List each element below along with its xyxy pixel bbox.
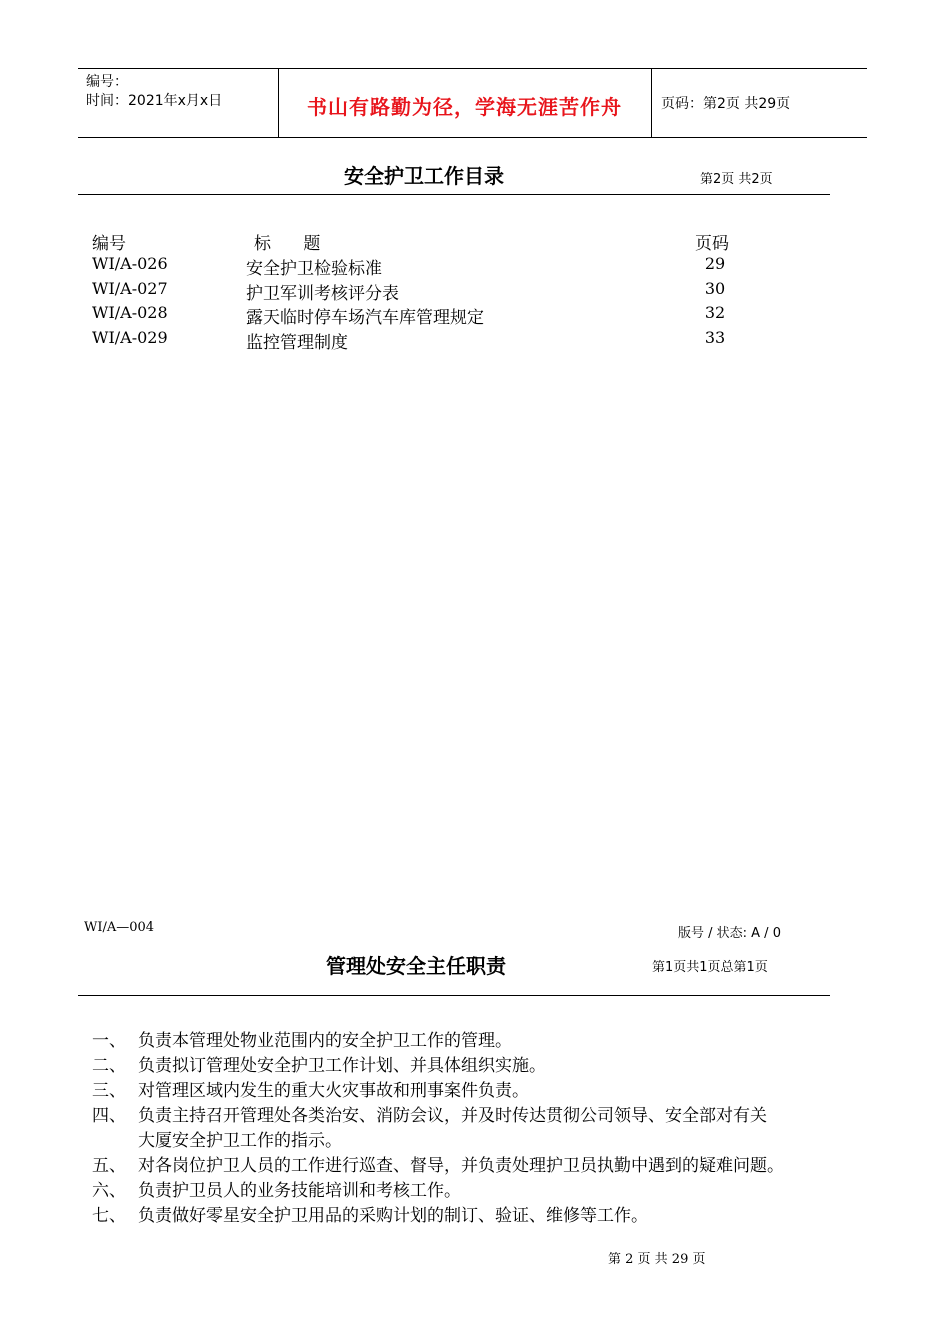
time-label: 时间：2021年x月x日 bbox=[86, 93, 223, 109]
duty-number: 二、 bbox=[92, 1056, 126, 1076]
toc-page: 29 bbox=[704, 254, 726, 273]
footer-page-number: 第 2 页 共 29 页 bbox=[608, 1252, 706, 1267]
toc-entry-title: 护卫军训考核评分表 bbox=[246, 284, 399, 304]
duty-text: 负责主持召开管理处各类治安、消防会议，并及时传达贯彻公司领导、安全部对有关 bbox=[138, 1106, 767, 1126]
toc-row bbox=[92, 279, 752, 304]
toc-code: WI/A-026 bbox=[92, 254, 168, 273]
motto: 书山有路勤为径，学海无涯苦作舟 bbox=[307, 95, 622, 119]
toc-page: 32 bbox=[704, 303, 726, 322]
duty-text: 负责做好零星安全护卫用品的采购计划的制订、验证、维修等工作。 bbox=[138, 1206, 648, 1226]
duty-number: 四、 bbox=[92, 1106, 126, 1126]
section-title: 管理处安全主任职责 bbox=[326, 954, 506, 978]
toc-col-title: 标 题 bbox=[254, 234, 321, 254]
duty-text: 大厦安全护卫工作的指示。 bbox=[138, 1131, 342, 1151]
header-meta bbox=[86, 73, 222, 111]
duty-text: 对各岗位护卫人员的工作进行巡查、督导，并负责处理护卫员执勤中遇到的疑难问题。 bbox=[138, 1156, 784, 1176]
duty-number: 五、 bbox=[92, 1156, 126, 1176]
duty-text: 负责护卫员人的业务技能培训和考核工作。 bbox=[138, 1181, 461, 1201]
toc-rule bbox=[78, 194, 830, 195]
number-label: 编号： bbox=[86, 74, 128, 90]
toc-col-code: 编号 bbox=[92, 234, 126, 254]
header-page-info: 页码：第2页 共29页 bbox=[661, 96, 791, 112]
section-rule bbox=[78, 995, 830, 996]
duty-text: 负责本管理处物业范围内的安全护卫工作的管理。 bbox=[138, 1031, 512, 1051]
toc-row bbox=[92, 303, 752, 328]
doc-code: WI/A—004 bbox=[84, 920, 155, 935]
toc-code: WI/A-027 bbox=[92, 279, 168, 298]
version-status: 版号 / 状态: A / 0 bbox=[678, 926, 781, 941]
toc-row bbox=[92, 254, 752, 279]
toc-page: 30 bbox=[704, 279, 726, 298]
toc-code: WI/A-029 bbox=[92, 328, 168, 347]
toc-entry-title: 监控管理制度 bbox=[246, 333, 348, 353]
toc-title: 安全护卫工作目录 bbox=[344, 164, 504, 188]
duty-number: 三、 bbox=[92, 1081, 126, 1101]
section-page-info: 第1页共1页总第1页 bbox=[652, 960, 768, 975]
toc-col-page: 页码 bbox=[695, 234, 729, 254]
toc-entry-title: 安全护卫检验标准 bbox=[246, 259, 382, 279]
toc-page: 33 bbox=[704, 328, 726, 347]
duty-number: 六、 bbox=[92, 1181, 126, 1201]
duty-text: 对管理区域内发生的重大火灾事故和刑事案件负责。 bbox=[138, 1081, 529, 1101]
toc-row bbox=[92, 328, 752, 353]
toc-page-info: 第2页 共2页 bbox=[700, 172, 773, 187]
toc-entry-title: 露天临时停车场汽车库管理规定 bbox=[246, 308, 484, 328]
toc-header-row bbox=[92, 229, 752, 254]
duty-number: 七、 bbox=[92, 1206, 126, 1226]
document-header bbox=[78, 68, 867, 138]
header-divider bbox=[651, 69, 652, 137]
toc-code: WI/A-028 bbox=[92, 303, 168, 322]
duty-number: 一、 bbox=[92, 1031, 126, 1051]
duty-text: 负责拟订管理处安全护卫工作计划、并具体组织实施。 bbox=[138, 1056, 546, 1076]
